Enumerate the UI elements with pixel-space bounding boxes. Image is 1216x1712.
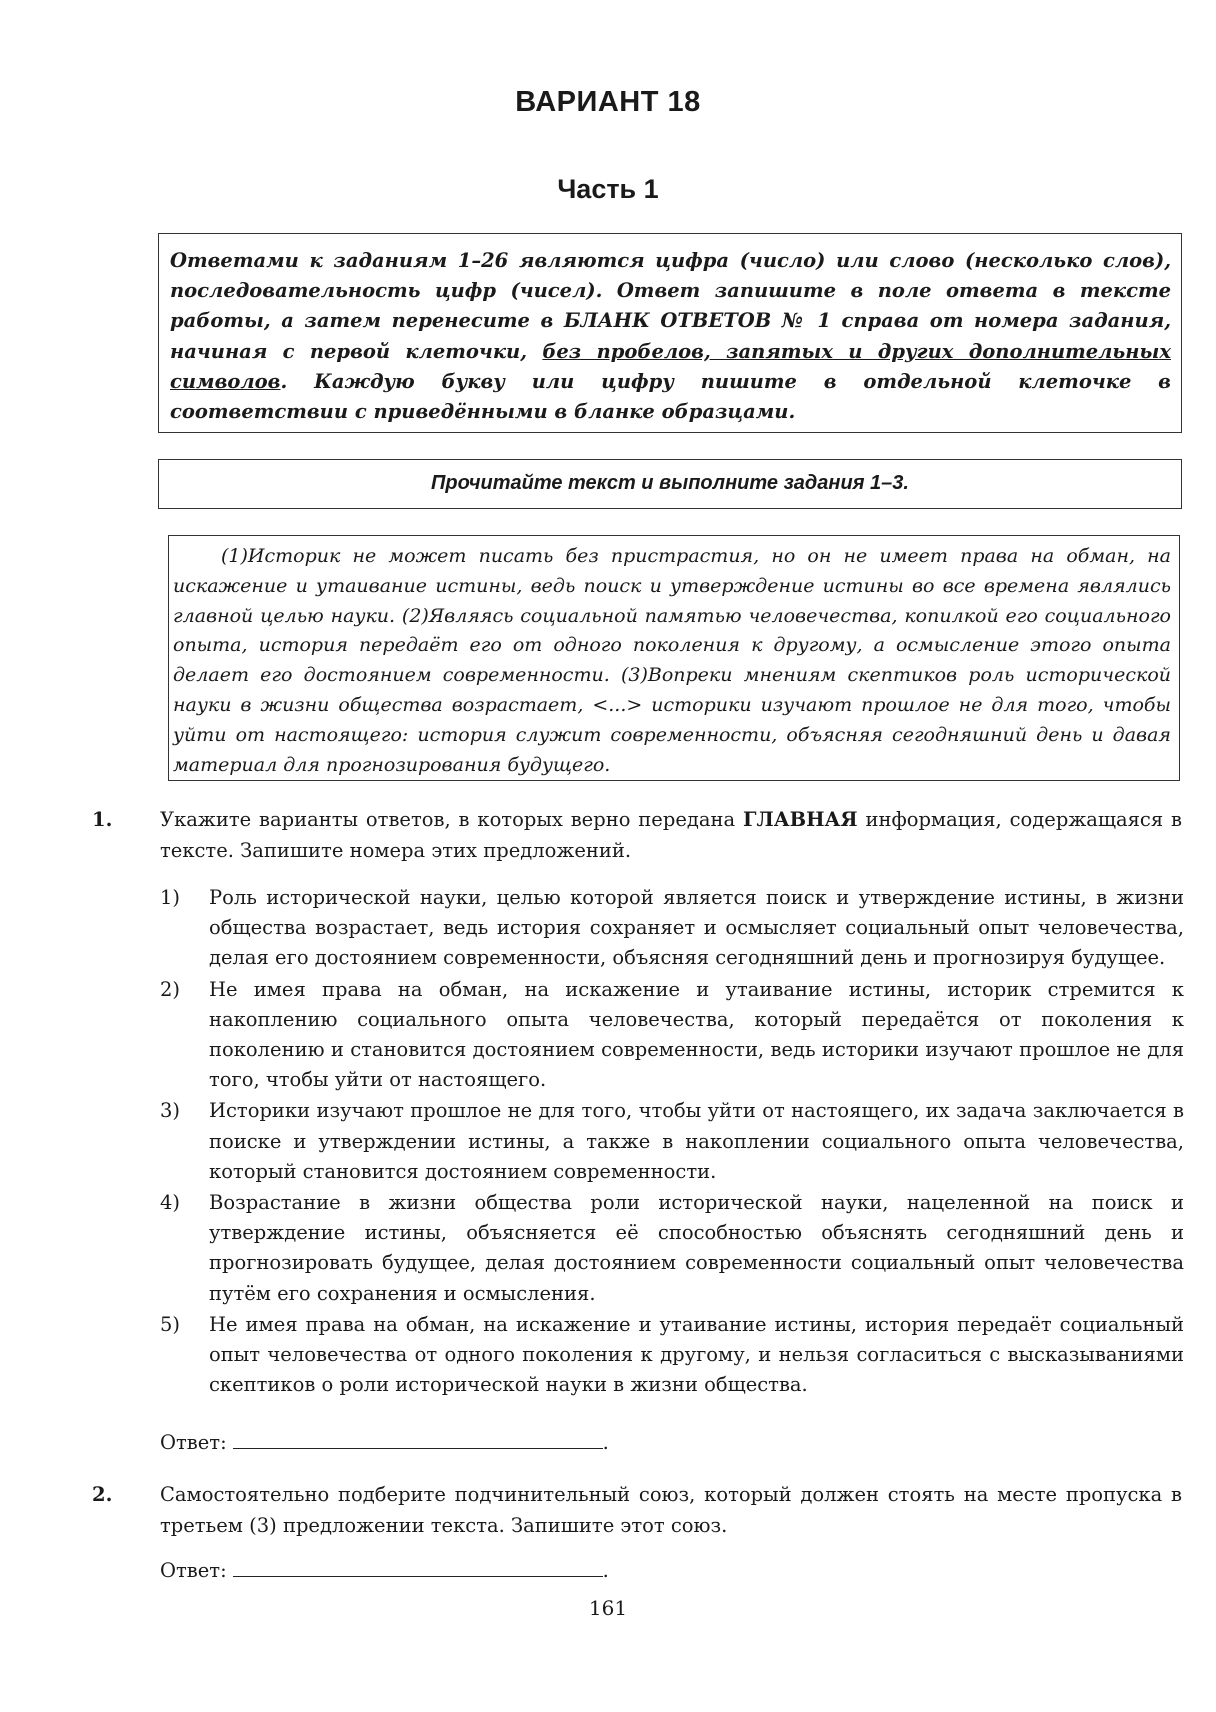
question-2-number: 2. xyxy=(92,1483,113,1506)
option-5 xyxy=(160,1310,1184,1401)
question-2-text: Самостоятельно подберите подчинительный союз, который должен стоять на месте пропуска в третьем (3) предложении текста. Запишите этот союз. xyxy=(160,1483,1182,1537)
page-number: 161 xyxy=(588,1596,628,1620)
question-1-options xyxy=(160,883,1184,1401)
option-number: 3) xyxy=(160,1099,181,1123)
passage-text: (1)Историк не может писать без пристрастия, но он не имеет права на обман, на искажение и утаивание истины, ведь поиск и утверждение истины во все времена являлись главной целью науки. (2)Являясь социальной памятью человечества, копилкой его социального опыта, история передаёт его от одного поколения к другому, а осмысление этого опыта делает его достоянием современности. (3)Вопреки мнениям скептиков роль исторической науки в жизни общества возрастает, <...> историки изучают прошлое не для того, чтобы уйти от настоящего: история служит современности, объясняя сегодняшний день и давая материал для прогнозирования будущего. xyxy=(173,545,1171,776)
option-text: Историки изучают прошлое не для того, чтобы уйти от настоящего, их задача заключается в поиске и утверждении истины, а также в накоплении социального опыта человечества, который становится достоянием современности. xyxy=(209,1099,1184,1183)
instructions-text-end: . Каждую букву или цифру пишите в отдельной клеточке в соответствии с приведёнными в бланке образцами. xyxy=(170,369,1171,424)
option-2 xyxy=(160,975,1184,1096)
question-2-answer xyxy=(160,1556,609,1582)
answer-field[interactable] xyxy=(233,1428,603,1449)
option-number: 5) xyxy=(160,1312,181,1336)
question-1-number: 1. xyxy=(92,808,113,831)
option-text: Не имея права на обман, на искажение и утаивание истины, история передаёт социальный опыт человечества от одного поколения к другому, и нельзя согласиться с высказываниями скептиков о роли исторической науки в жизни общества. xyxy=(209,1312,1184,1397)
answer-field[interactable] xyxy=(233,1556,603,1577)
question-1-text-end: информация, содержащаяся в тексте. Запишите номера этих предложений. xyxy=(160,808,1183,862)
option-1 xyxy=(160,883,1184,974)
passage-box xyxy=(168,535,1180,781)
option-3 xyxy=(160,1096,1184,1187)
option-text: Роль исторической науки, целью которой является поиск и утверждение истины, в жизни общества возрастает, ведь история сохраняет и осмысляет социальный опыт человечества, делая его достоянием современности, объясняя сегодняшний день и прогнозируя будущее. xyxy=(209,886,1184,970)
instructions-text: Ответами к заданиям 1–26 являются цифра (число) или слово (несколько слов), последовательность цифр (чисел). Ответ запишите в поле ответа в тексте работы, а затем перенесите в БЛАНК ОТВЕТОВ № 1 справа от номера задания, начиная с первой клеточки, xyxy=(170,249,1171,363)
instructions-underlined: без пробелов, запятых и других дополнительных символов xyxy=(170,339,1171,393)
option-text: Не имея права на обман, на искажение и утаивание истины, историк стремится к накоплению социального опыта человечества, который передаётся от поколения к поколению и становится достоянием современности, ведь историки изучают прошлое не для того, чтобы уйти от настоящего. xyxy=(209,977,1184,1092)
part-title: Часть 1 xyxy=(557,174,659,204)
option-number: 4) xyxy=(160,1191,181,1215)
answer-period: . xyxy=(602,1431,609,1454)
question-1-text-start: Укажите варианты ответов, в которых верно передана xyxy=(160,808,743,831)
question-1-text xyxy=(160,804,1182,866)
option-text: Возрастание в жизни общества роли исторической науки, нацеленной на поиск и утверждение истины, объясняется её способностью объяснять сегодняшний день и прогнозировать будущее, делая достоянием современности социальный опыт человечества путём его сохранения и осмысления. xyxy=(209,1191,1184,1305)
variant-title: ВАРИАНТ 18 xyxy=(515,86,701,118)
option-number: 2) xyxy=(160,977,181,1001)
answer-label: Ответ: xyxy=(160,1559,227,1582)
question-1-answer xyxy=(160,1428,609,1454)
answer-label: Ответ: xyxy=(160,1431,227,1454)
option-number: 1) xyxy=(160,886,181,909)
read-prompt: Прочитайте текст и выполните задания 1–3. xyxy=(158,459,1182,509)
question-1-text-bold: ГЛАВНАЯ xyxy=(743,808,858,831)
instructions-box xyxy=(158,233,1182,433)
answer-period: . xyxy=(602,1559,609,1582)
option-4 xyxy=(160,1188,1184,1309)
